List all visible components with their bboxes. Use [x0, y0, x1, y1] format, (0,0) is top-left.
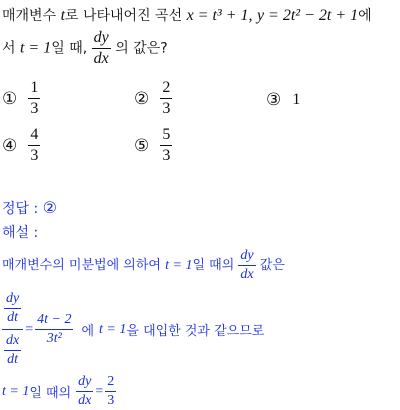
fraction-bar [238, 265, 255, 266]
compound-fraction [2, 292, 23, 367]
option-mark: ① [2, 88, 18, 109]
condition-t: t = 1 [19, 39, 52, 57]
compound-denominator [2, 334, 23, 367]
option-value: 1 [292, 91, 301, 108]
question-suffix: 에 [358, 8, 372, 24]
option-mark: ⑤ [134, 135, 150, 156]
option-fraction [28, 80, 40, 117]
option-2[interactable] [134, 80, 172, 117]
explanation-line-2 [2, 292, 264, 367]
dy-dt-denominator: dt [7, 310, 19, 325]
rhs-fraction [35, 313, 73, 346]
fraction-bar [76, 391, 93, 392]
explanation-condition: t = 1 [165, 258, 193, 273]
question-line-2 [2, 30, 168, 67]
explanation-text-a: 매개변수의 미분법에 의하여 [2, 258, 161, 273]
question-prefix: 매개변수 [2, 8, 57, 24]
fraction-bar [160, 145, 172, 146]
derivative-numerator: dy [78, 374, 92, 389]
option-mark: ③ [266, 89, 282, 110]
option-5[interactable] [134, 127, 172, 164]
explanation-derivative [238, 249, 255, 282]
fraction-bar [105, 391, 116, 392]
option-denominator: 3 [30, 147, 39, 164]
option-1[interactable] [2, 80, 40, 117]
fraction-bar [4, 308, 21, 309]
equation-x: x = t³ + 1, [186, 7, 253, 24]
rhs-denominator: 3t² [46, 331, 62, 346]
derivative-numerator: dy [240, 248, 254, 263]
derivative-denominator: dx [78, 393, 92, 408]
answer-value: ② [42, 198, 58, 217]
equals-sign: = [95, 383, 104, 399]
main-fraction-bar [2, 329, 23, 330]
option-mark: ④ [2, 135, 18, 156]
fraction-bar [28, 98, 40, 99]
derivative-denominator: dx [240, 267, 254, 282]
result-numerator: 2 [107, 374, 115, 389]
compound-numerator [2, 292, 23, 325]
dx-dt-denominator: dt [7, 352, 19, 367]
explanation-text-b: 일 때의 [192, 258, 235, 273]
fraction-bar [4, 350, 21, 351]
explanation-line3-derivative [76, 375, 93, 408]
explanation-line3-condition: t = 1 [2, 383, 30, 399]
explanation-line3-a: 일 때의 [29, 386, 72, 401]
option-fraction [28, 127, 40, 164]
derivative-denominator: dx [93, 50, 109, 67]
result-fraction [105, 375, 116, 408]
option-numerator: 5 [162, 126, 171, 143]
option-fraction [160, 127, 172, 164]
fraction-bar [35, 329, 73, 330]
dx-dt-fraction [4, 334, 21, 367]
param-variable: t [60, 7, 66, 24]
option-denominator: 3 [162, 147, 171, 164]
fraction-bar [160, 98, 172, 99]
fraction-bar [92, 48, 111, 49]
option-denominator: 3 [30, 100, 39, 117]
option-numerator: 1 [30, 79, 39, 96]
derivative-fraction [92, 30, 111, 67]
rhs-numerator: 4t − 2 [37, 312, 72, 327]
dy-dt-fraction [4, 292, 21, 325]
explanation-line2-condition: t = 1 [99, 321, 127, 337]
answer-line [2, 198, 57, 218]
explanation-line2-a: 에 [81, 324, 95, 339]
explanation-text-c: 값은 [259, 258, 285, 273]
question-mid: 로 나타내어진 곡선 [65, 8, 183, 24]
explanation-line-3 [2, 375, 116, 408]
fraction-bar [28, 145, 40, 146]
option-numerator: 2 [162, 79, 171, 96]
equals-sign: = [25, 321, 34, 337]
result-denominator: 3 [107, 393, 115, 408]
option-denominator: 3 [162, 100, 171, 117]
explanation-label: 해설 : [2, 225, 39, 241]
explanation-line2-b: 을 대입한 것과 같으므로 [126, 324, 265, 339]
option-mark: ② [134, 88, 150, 109]
question-line2-suffix: 의 값은? [115, 40, 168, 57]
question-line2-prefix: 서 [2, 40, 16, 57]
option-fraction [160, 80, 172, 117]
option-4[interactable] [2, 127, 40, 164]
derivative-numerator: dy [93, 29, 109, 46]
answer-label: 정답 : [2, 201, 39, 217]
question-line-1 [2, 5, 372, 25]
dy-dt-numerator: dy [6, 291, 20, 306]
option-3[interactable] [266, 89, 300, 110]
option-numerator: 4 [30, 126, 39, 143]
explanation-line-1 [2, 249, 285, 282]
dx-dt-numerator: dx [6, 333, 20, 348]
question-line2-mid: 일 때, [51, 40, 88, 57]
equation-y: y = 2t² − 2t + 1 [256, 7, 359, 24]
